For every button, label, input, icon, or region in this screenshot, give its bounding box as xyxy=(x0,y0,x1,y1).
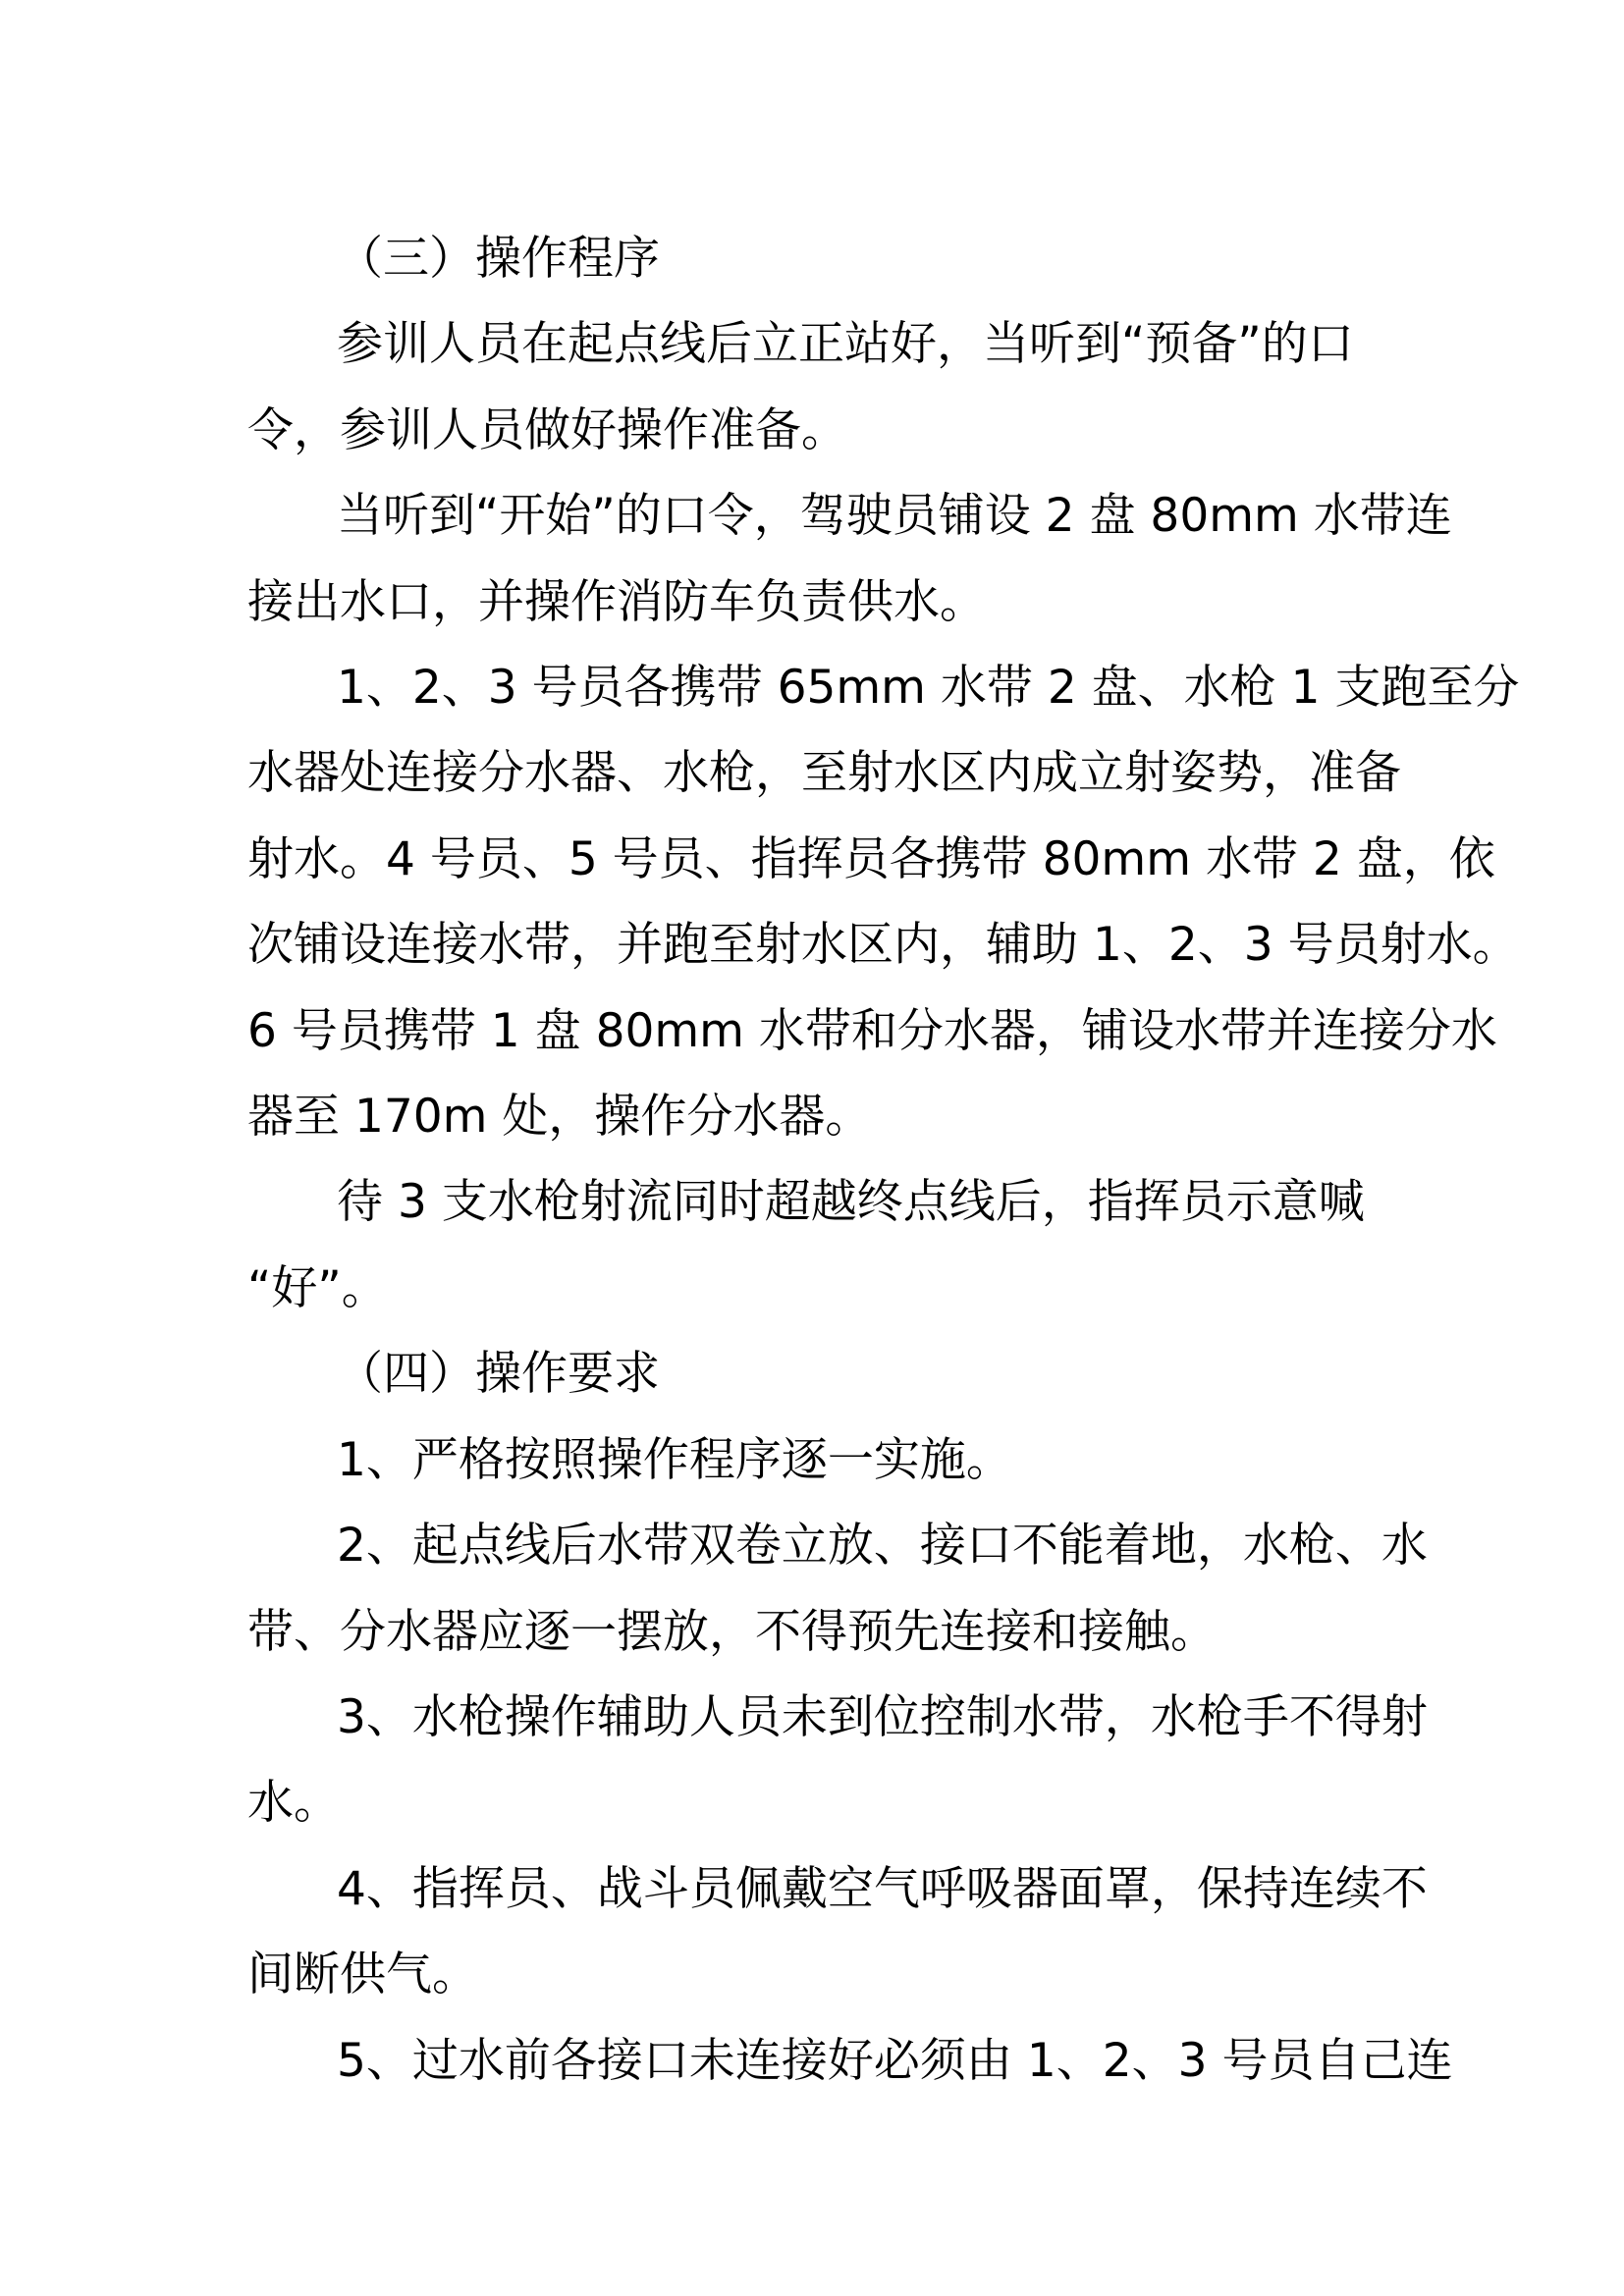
paragraph-line: 待 3 支水枪射流同时超越终点线后，指挥员示意喊 xyxy=(337,1175,1365,1229)
paragraph-line: 5、过水前各接口未连接好必须由 1、2、3 号员自己连 xyxy=(337,2034,1453,2088)
section-heading-procedure: （三）操作程序 xyxy=(337,232,660,286)
paragraph-line: 4、指挥员、战斗员佩戴空气呼吸器面罩，保持连续不 xyxy=(337,1862,1428,1916)
paragraph-line: 1、严格按照操作程序逐一实施。 xyxy=(337,1433,1012,1487)
paragraph-line: 1、2、3 号员各携带 65mm 水带 2 盘、水枪 1 支跑至分 xyxy=(337,661,1520,715)
paragraph-line: 水器处连接分水器、水枪，至射水区内成立射姿势，准备 xyxy=(247,746,1401,800)
paragraph-line: 带、分水器应逐一摆放，不得预先连接和接触。 xyxy=(247,1605,1217,1659)
paragraph-line: 令，参训人员做好操作准备。 xyxy=(247,403,847,457)
paragraph-line: 2、起点线后水带双卷立放、接口不能着地，水枪、水 xyxy=(337,1519,1428,1573)
paragraph-line: 射水。4 号员、5 号员、指挥员各携带 80mm 水带 2 盘，依 xyxy=(247,832,1495,886)
paragraph-line: 间断供气。 xyxy=(247,1948,478,2002)
paragraph-line: 参训人员在起点线后立正站好，当听到“预备”的口 xyxy=(337,317,1354,371)
paragraph-line: 6 号员携带 1 盘 80mm 水带和分水器，铺设水带并连接分水 xyxy=(247,1004,1497,1058)
paragraph-line: 3、水枪操作辅助人员未到位控制水带，水枪手不得射 xyxy=(337,1690,1428,1744)
paragraph-line: 当听到“开始”的口令，驾驶员铺设 2 盘 80mm 水带连 xyxy=(337,489,1452,543)
paragraph-line: 次铺设连接水带，并跑至射水区内，辅助 1、2、3 号员射水。 xyxy=(247,918,1519,972)
section-heading-requirements: （四）操作要求 xyxy=(337,1347,660,1401)
paragraph-line: 器至 170m 处，操作分水器。 xyxy=(247,1090,872,1144)
paragraph-line: 水。 xyxy=(247,1776,340,1830)
paragraph-line: 接出水口，并操作消防车负责供水。 xyxy=(247,575,986,629)
paragraph-line: “好”。 xyxy=(247,1261,388,1315)
